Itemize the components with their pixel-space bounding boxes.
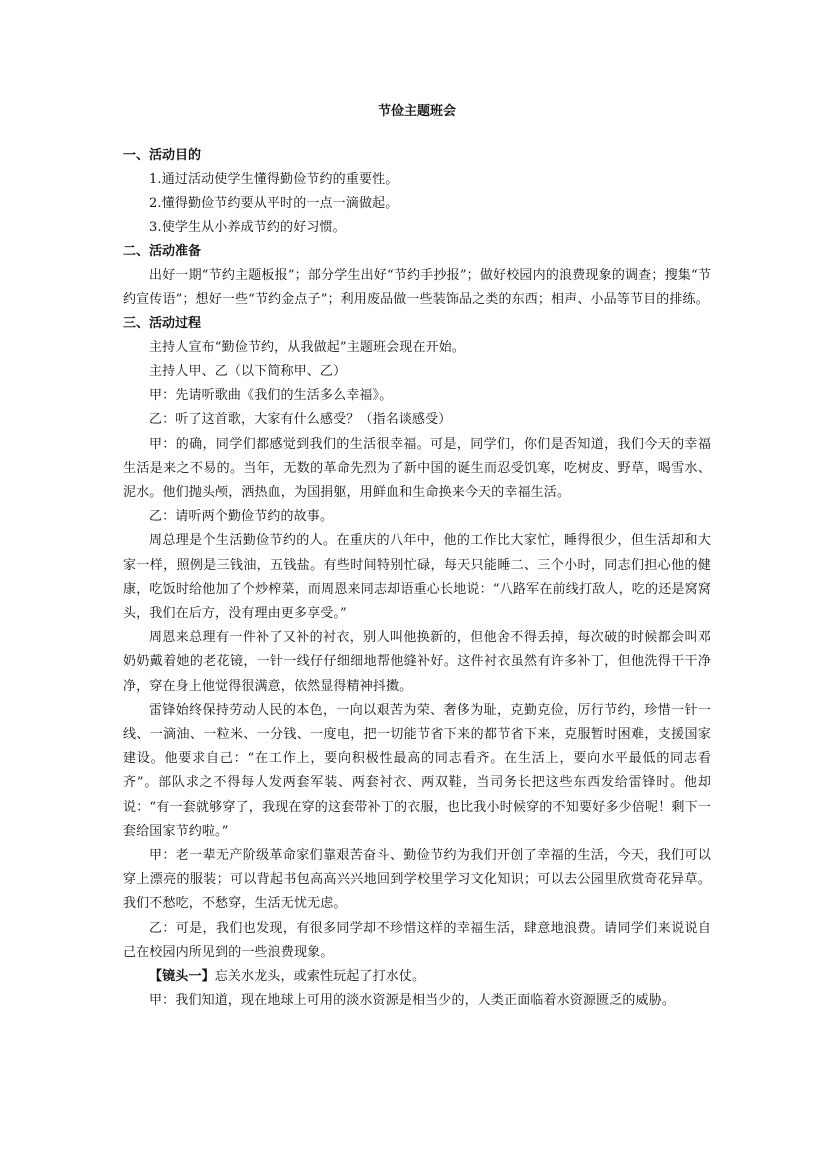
section-heading-purpose: 一、活动目的 xyxy=(123,148,202,163)
story-zhou-enlai-shirt: 周恩来总理有一件补了又补的衬衣，别人叫他换新的，但他舍不得丢掉，每次破的时候都会叫邓奶奶戴着她的老花镜，一针一线仔仔细细地帮他缝补好。这件衬衣虽然有许多补丁，但他洗得干干净净，穿在身上他觉得很满意，依然显得精神抖擞。 xyxy=(123,630,711,694)
purpose-item-3: 3.使学生从小养成节约的好习惯。 xyxy=(149,220,346,235)
document-page xyxy=(123,102,711,1013)
section-heading-process: 三、活动过程 xyxy=(123,316,202,332)
story-zhou-enlai-food: 周总理是个生活勤俭节约的人。在重庆的八年中，他的工作比大家忙，睡得很少，但生活却和大家一样，照例是三钱油，五钱盐。有些时间特别忙碌，每天只能睡二、三个小时，同志们担心他的健康，吃饭时给他加了个炒榨菜，而周恩来同志却语重心长地说：“八路军在前线打敌人，吃的还是窝窝头，我们在后方，没有理由更多享受。” xyxy=(123,533,711,622)
scene-one-paragraph xyxy=(123,965,711,989)
process-closing-paragraph: 甲：我们知道，现在地球上可用的淡水资源是相当少的，人类正面临着水资源匮乏的威胁。 xyxy=(149,993,676,1009)
process-paragraph: 主持人甲、乙（以下简称甲、乙） xyxy=(149,364,347,379)
process-paragraph: 甲：老一辈无产阶级革命家们靠艰苦奋斗、勤俭节约为我们开创了幸福的生活，今天，我们可以穿上漂亮的服装；可以背起书包高高兴兴地回到学校里学习文化知识；可以去公园里欣赏奇花异草。我们不愁吃，不愁穿，生活无忧无虑。 xyxy=(123,848,711,912)
story-lei-feng: 雷锋始终保持劳动人民的本色，一向以艰苦为荣、奢侈为耻，克勤克俭，厉行节约，珍惜一针一线、一滴油、一粒米、一分钱、一度电，把一切能节省下来的都节省下来，克服暂时困难，支援国家建设。他要求自己：“在工作上，要向积极性最高的同志看齐。在生活上，要向水平最低的同志看齐”。部队求之不得每人发两套军装、两套衬衣、两双鞋，当司务长把这些东西发给雷锋时。他却说：“有一套就够穿了，我现在穿的这套带补丁的衣服，也比我小时候穿的不知要好多少倍呢！剩下一套给国家节约啦。” xyxy=(123,702,711,839)
process-paragraph: 乙：听了这首歌，大家有什么感受？（指名谈感受） xyxy=(149,412,452,428)
process-paragraph: 乙：可是，我们也发现，有很多同学却不珍惜这样的幸福生活，肆意地浪费。请同学们来说说自己在校园内所见到的一些浪费现象。 xyxy=(123,920,711,960)
section-heading-preparation: 二、活动准备 xyxy=(123,244,202,260)
purpose-item-1: 1.通过活动使学生懂得勤俭节约的重要性。 xyxy=(149,171,399,187)
scene-label: 【镜头一】 xyxy=(149,969,215,985)
process-paragraph: 甲：先请听歌曲《我们的生活多么幸福》。 xyxy=(149,388,393,404)
process-paragraph: 甲：的确，同学们都感觉到我们的生活很幸福。可是，同学们，你们是否知道，我们今天的幸福生活是来之不易的。当年，无数的革命先烈为了新中国的诞生而忍受饥寒，吃树皮、野草，喝雪水、泥水。他们抛头颅，洒热血，为国捐躯，用鲜血和生命换来今天的幸福生活。 xyxy=(123,436,711,501)
scene-text: 忘关水龙头，或索性玩起了打水仗。 xyxy=(214,969,426,985)
process-paragraph: 主持人宣布“勤俭节约，从我做起”主题班会现在开始。 xyxy=(149,339,466,355)
process-paragraph: 乙：请听两个勤俭节约的故事。 xyxy=(149,509,334,525)
preparation-paragraph: 出好一期“节约主题板报”；部分学生出好“节约手抄报”；做好校园内的浪费现象的调查；搜集“节约宣传语”；想好一些“节约金点子”；利用废品做一些装饰品之类的东西；相声、小品等节目的排练。 xyxy=(123,267,711,307)
document-title: 节俭主题班会 xyxy=(377,104,456,119)
purpose-item-2: 2.懂得勤俭节约要从平时的一点一滴做起。 xyxy=(149,195,399,211)
